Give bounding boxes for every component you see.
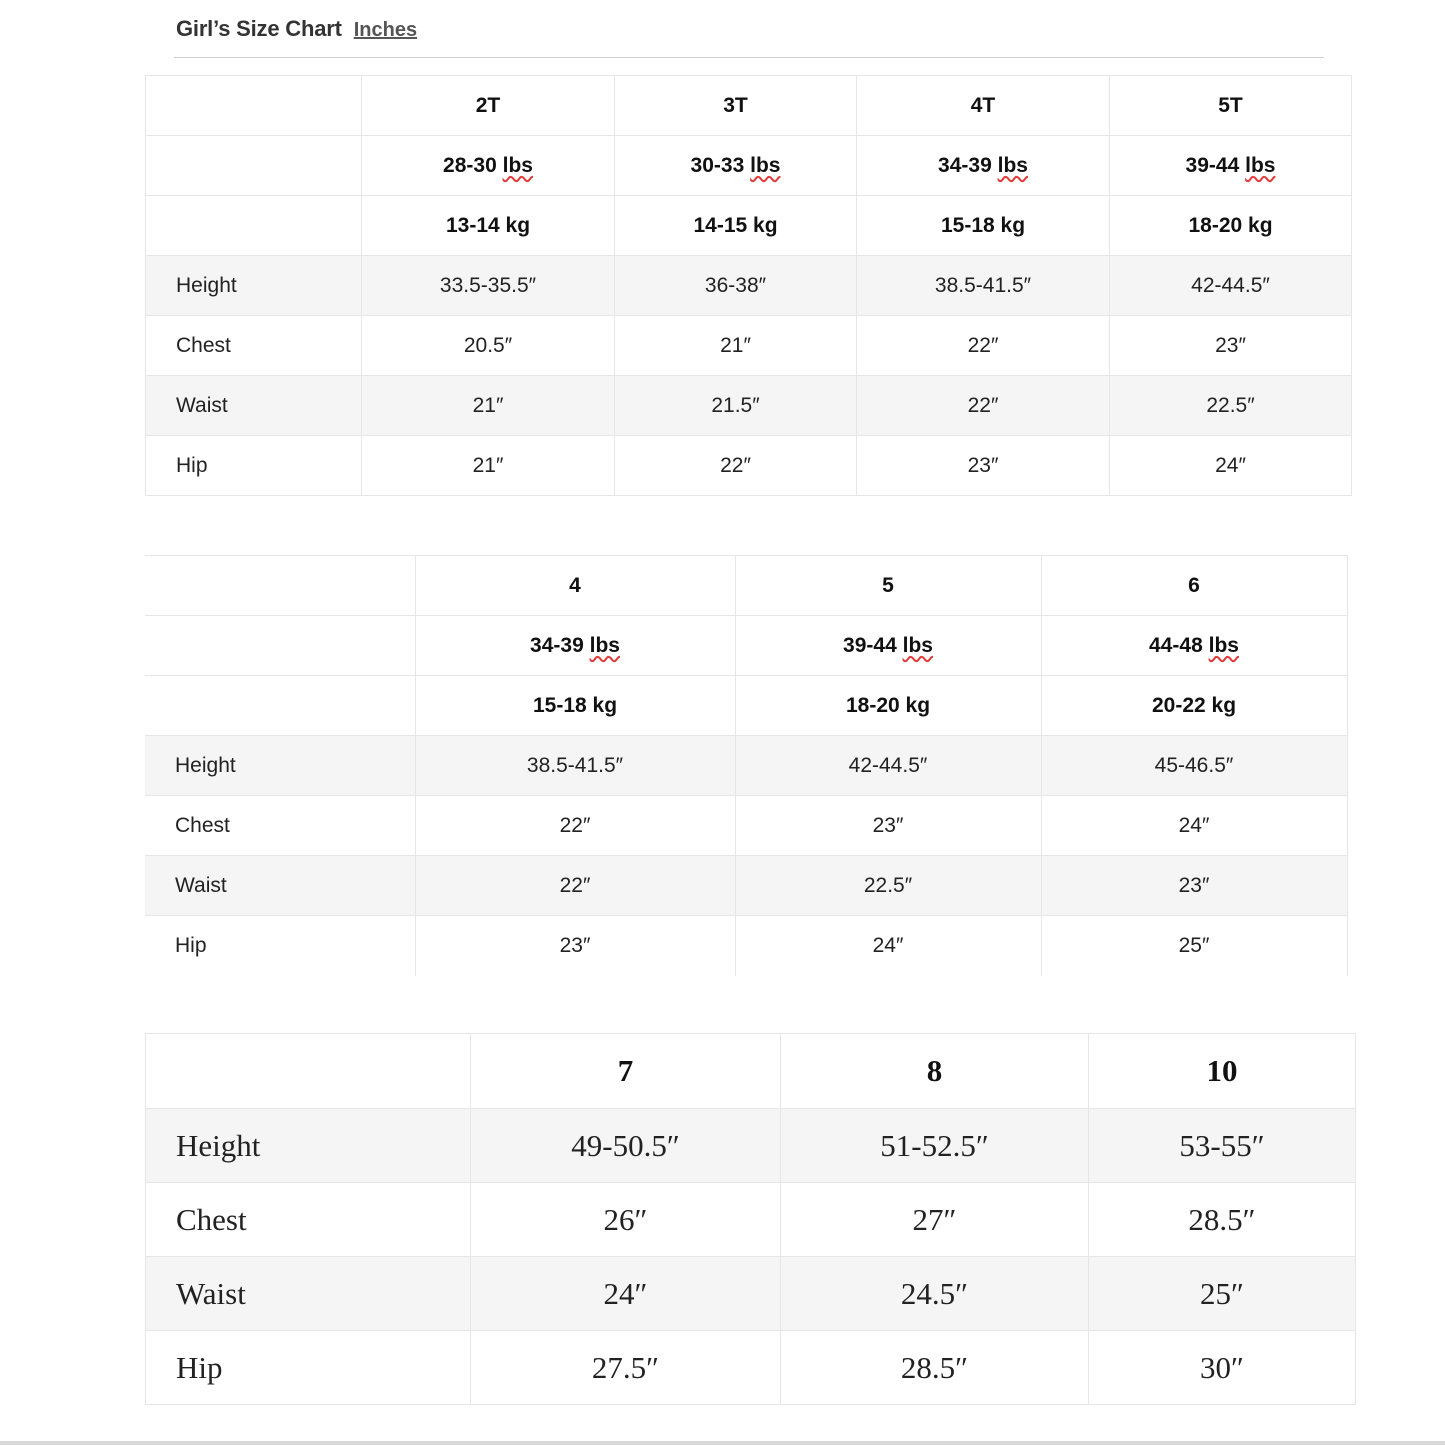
chest-row — [146, 1183, 1356, 1257]
value-cell: 24″ — [471, 1257, 781, 1331]
value-cell: 28.5″ — [781, 1331, 1089, 1405]
empty-cell — [146, 136, 362, 196]
value-cell: 25″ — [1089, 1257, 1356, 1331]
value-cell: 36-38″ — [615, 256, 857, 316]
weight-lbs-number: 44-48 — [1149, 633, 1203, 657]
chest-row — [145, 796, 1347, 856]
empty-cell — [145, 556, 415, 616]
size-table-girls-small — [145, 555, 1348, 976]
value-cell: 22″ — [415, 856, 735, 916]
hip-row — [146, 436, 1352, 496]
weight-lbs-number: 39-44 — [1185, 153, 1240, 177]
weight-lbs-unit: lbs — [902, 633, 933, 657]
value-cell: 21″ — [362, 436, 615, 496]
empty-cell — [146, 76, 362, 136]
weight-kg-cell: 15-18 kg — [415, 676, 735, 736]
empty-cell — [145, 676, 415, 736]
empty-cell — [145, 616, 415, 676]
value-cell: 22″ — [615, 436, 857, 496]
weight-lbs-cell — [615, 136, 857, 196]
value-cell: 24.5″ — [781, 1257, 1089, 1331]
weight-lbs-unit: lbs — [502, 153, 533, 177]
row-label: Waist — [145, 856, 415, 916]
hip-row — [145, 916, 1347, 976]
row-label: Waist — [146, 1257, 471, 1331]
value-cell: 49-50.5″ — [471, 1109, 781, 1183]
value-cell: 38.5-41.5″ — [857, 256, 1110, 316]
value-cell: 21.5″ — [615, 376, 857, 436]
value-cell: 22″ — [415, 796, 735, 856]
weight-lbs-unit: lbs — [997, 153, 1028, 177]
value-cell: 38.5-41.5″ — [415, 736, 735, 796]
row-label: Hip — [146, 436, 362, 496]
value-cell: 26″ — [471, 1183, 781, 1257]
size-cell: 5 — [735, 556, 1041, 616]
weight-lbs-number: 28-30 — [443, 153, 497, 177]
chest-row — [146, 316, 1352, 376]
header-divider — [174, 57, 1324, 58]
weight-lbs-cell — [1041, 616, 1347, 676]
row-label: Hip — [146, 1331, 471, 1405]
size-table-girls-large — [145, 1033, 1356, 1405]
size-cell: 8 — [781, 1034, 1089, 1109]
page-header — [176, 16, 417, 46]
row-label: Height — [146, 256, 362, 316]
size-cell: 3T — [615, 76, 857, 136]
weight-kg-cell: 15-18 kg — [857, 196, 1110, 256]
value-cell: 22.5″ — [735, 856, 1041, 916]
row-label: Height — [145, 736, 415, 796]
value-cell: 23″ — [857, 436, 1110, 496]
value-cell: 22.5″ — [1110, 376, 1352, 436]
bottom-divider — [0, 1441, 1445, 1445]
weight-lbs-cell — [362, 136, 615, 196]
size-row — [146, 76, 1352, 136]
value-cell: 21″ — [615, 316, 857, 376]
weight-lbs-unit: lbs — [589, 633, 620, 657]
waist-row — [146, 376, 1352, 436]
row-label: Chest — [146, 1183, 471, 1257]
value-cell: 22″ — [857, 376, 1110, 436]
value-cell: 24″ — [1110, 436, 1352, 496]
row-label: Height — [146, 1109, 471, 1183]
weight-lbs-number: 30-33 — [690, 153, 745, 177]
value-cell: 33.5-35.5″ — [362, 256, 615, 316]
weight-kg-row — [146, 196, 1352, 256]
value-cell: 23″ — [1041, 856, 1347, 916]
value-cell: 27.5″ — [471, 1331, 781, 1405]
weight-lbs-row — [145, 616, 1347, 676]
size-cell: 7 — [471, 1034, 781, 1109]
size-cell: 4T — [857, 76, 1110, 136]
value-cell: 23″ — [735, 796, 1041, 856]
weight-lbs-unit: lbs — [1245, 153, 1276, 177]
hip-row — [146, 1331, 1356, 1405]
value-cell: 42-44.5″ — [1110, 256, 1352, 316]
weight-lbs-number: 34-39 — [938, 153, 992, 177]
weight-lbs-cell — [1110, 136, 1352, 196]
value-cell: 21″ — [362, 376, 615, 436]
value-cell: 23″ — [415, 916, 735, 976]
size-row — [145, 556, 1347, 616]
weight-kg-cell: 13-14 kg — [362, 196, 615, 256]
weight-kg-cell: 20-22 kg — [1041, 676, 1347, 736]
value-cell: 22″ — [857, 316, 1110, 376]
value-cell: 42-44.5″ — [735, 736, 1041, 796]
row-label: Hip — [145, 916, 415, 976]
value-cell: 24″ — [735, 916, 1041, 976]
weight-lbs-unit: lbs — [1208, 633, 1239, 657]
value-cell: 30″ — [1089, 1331, 1356, 1405]
size-cell: 5T — [1110, 76, 1352, 136]
height-row — [145, 736, 1347, 796]
height-row — [146, 1109, 1356, 1183]
size-cell: 4 — [415, 556, 735, 616]
size-cell: 10 — [1089, 1034, 1356, 1109]
value-cell: 51-52.5″ — [781, 1109, 1089, 1183]
row-label: Waist — [146, 376, 362, 436]
empty-cell — [146, 196, 362, 256]
inches-unit-link[interactable]: Inches — [353, 19, 418, 41]
row-label: Chest — [146, 316, 362, 376]
empty-cell — [146, 1034, 471, 1109]
value-cell: 28.5″ — [1089, 1183, 1356, 1257]
value-cell: 45-46.5″ — [1041, 736, 1347, 796]
weight-lbs-row — [146, 136, 1352, 196]
size-cell: 6 — [1041, 556, 1347, 616]
weight-lbs-cell — [415, 616, 735, 676]
height-row — [146, 256, 1352, 316]
weight-kg-cell: 14-15 kg — [615, 196, 857, 256]
weight-kg-row — [145, 676, 1347, 736]
row-label: Chest — [145, 796, 415, 856]
weight-lbs-cell — [857, 136, 1110, 196]
weight-lbs-number: 39-44 — [843, 633, 897, 657]
size-cell: 2T — [362, 76, 615, 136]
value-cell: 24″ — [1041, 796, 1347, 856]
waist-row — [146, 1257, 1356, 1331]
value-cell: 27″ — [781, 1183, 1089, 1257]
page-title: Girl’s Size Chart — [176, 16, 342, 41]
weight-kg-cell: 18-20 kg — [1110, 196, 1352, 256]
size-row — [146, 1034, 1356, 1109]
waist-row — [145, 856, 1347, 916]
weight-kg-cell: 18-20 kg — [735, 676, 1041, 736]
value-cell: 20.5″ — [362, 316, 615, 376]
weight-lbs-cell — [735, 616, 1041, 676]
value-cell: 23″ — [1110, 316, 1352, 376]
value-cell: 53-55″ — [1089, 1109, 1356, 1183]
weight-lbs-unit: lbs — [750, 153, 781, 177]
value-cell: 25″ — [1041, 916, 1347, 976]
size-table-toddler — [145, 75, 1352, 496]
weight-lbs-number: 34-39 — [530, 633, 584, 657]
